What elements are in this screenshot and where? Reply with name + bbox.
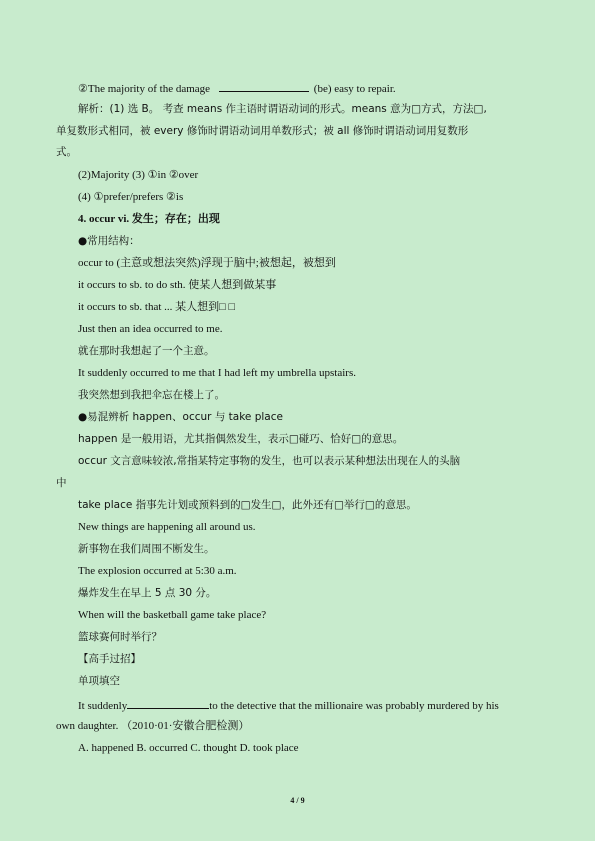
section-heading-occur: 4. occur vi. 发生；存在；出现 [78,213,220,225]
line-majority [78,80,396,96]
text: (be) easy to repair. [313,83,396,95]
example-cn-1: 就在那时我想起了一个主意。 [78,345,215,357]
text: ②The majority of the damage [78,83,211,95]
analysis-line-3: 式。 [56,146,77,158]
answer-line-4: (4) ①prefer/prefers ②is [78,191,184,203]
example-cn-2: 我突然想到我把伞忘在楼上了。 [78,389,225,401]
example-cn-4: 爆炸发生在早上 5 点 30 分。 [78,587,217,599]
example-en-2: It suddenly occurred to me that I had left my umbrella upstairs. [78,367,356,379]
question-line-2: own daughter. （2010·01·安徽合肥检测） [56,720,250,732]
comparison-heading: ●易混辨析 happen、occur 与 take place [78,411,283,423]
example-en-4: The explosion occurred at 5:30 a.m. [78,565,237,577]
answer-line-2-3: (2)Majority (3) ①in ②over [78,169,199,181]
structure-heading: ●常用结构： [78,235,140,247]
example-en-5: When will the basketball game take place? [78,609,267,621]
practice-type: 单项填空 [78,675,120,687]
comparison-occur-cont: 中 [56,477,67,489]
comparison-occur: occur 文言意味较浓,常指某特定事物的发生，也可以表示某种想法出现在人的头脑 [78,455,461,467]
fill-blank [219,80,309,92]
analysis-line-2: 单复数形式相同，被 every 修饰时谓语动词用单数形式；被 all 修饰时谓语动词用复数形 [56,125,469,137]
structure-it-occurs-to-do: it occurs to sb. to do sth. 使某人想到做某事 [78,279,277,291]
example-en-3: New things are happening all around us. [78,521,256,533]
question-options: A. happened B. occurred C. thought D. took place [78,742,299,754]
practice-heading: 【高手过招】 [78,653,141,665]
comparison-take-place: take place 指事先计划或预料到的□发生□，此外还有□举行□的意思。 [78,499,417,511]
example-cn-5: 篮球赛何时举行？ [78,631,162,643]
example-cn-3: 新事物在我们周围不断发生。 [78,543,215,555]
analysis-line-1: 解析：(1) 选 B。 考查 means 作主语时谓语动词的形式。means 意为□方式，方法□, [78,103,487,115]
comparison-happen: happen 是一般用语，尤其指偶然发生，表示□碰巧、恰好□的意思。 [78,433,404,445]
text: It suddenly [78,700,128,712]
example-en-1: Just then an idea occurred to me. [78,323,223,335]
page-number: 4 / 9 [290,796,305,805]
structure-it-occurs-that: it occurs to sb. that ... 某人想到□ □ [78,301,236,313]
question-line-1 [78,697,499,713]
structure-occur-to: occur to (主意或想法突然)浮现于脑中;被想起，被想到 [78,257,336,269]
fill-blank [127,697,209,709]
text: to the detective that the millionaire was probably murdered by his [209,700,499,712]
